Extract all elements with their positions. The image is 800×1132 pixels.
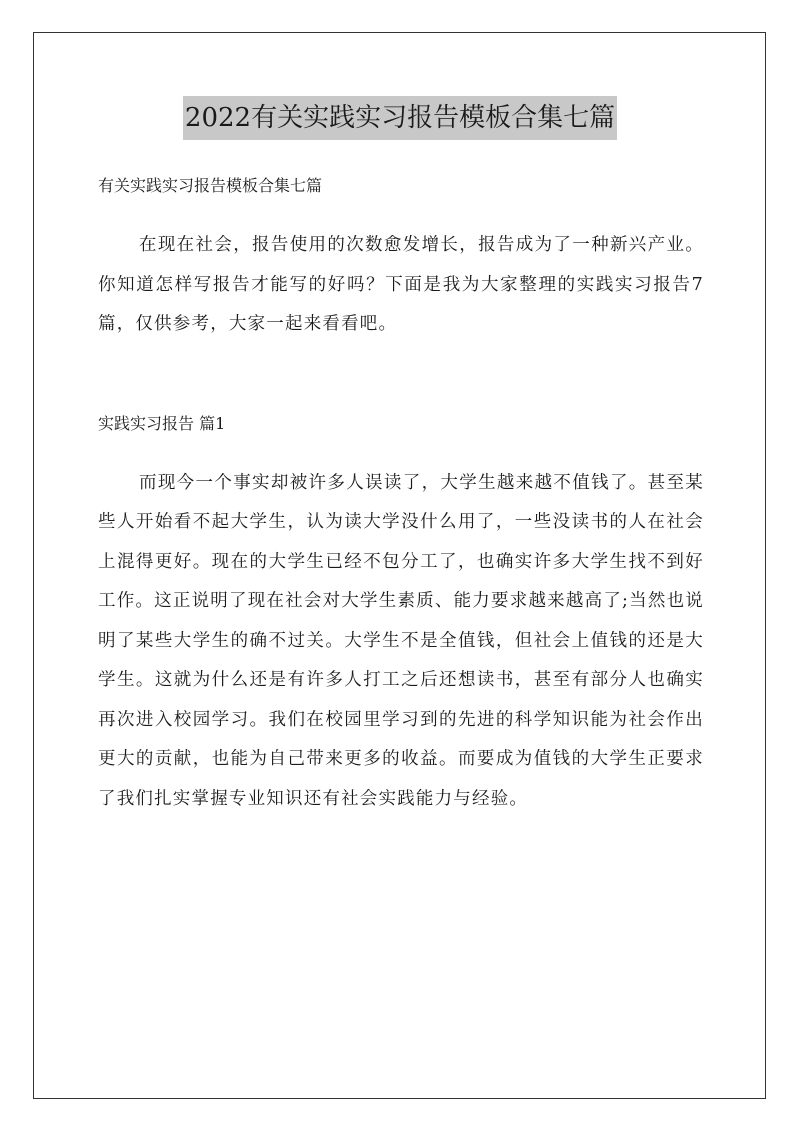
document-title-text: 2022有关实践实习报告模板合集七篇: [183, 96, 617, 140]
intro-paragraph: 在现在社会，报告使用的次数愈发增长，报告成为了一种新兴产业。你知道怎样写报告才能写的好吗？下面是我为大家整理的实践实习报告7篇，仅供参考，大家一起来看看吧。: [98, 235, 704, 334]
document-subtitle: 有关实践实习报告模板合集七篇: [98, 176, 323, 195]
document-body: [98, 168, 704, 819]
section-heading: 实践实习报告 篇1: [98, 413, 226, 433]
section-paragraph: 而现今一个事实却被许多人误读了，大学生越来越不值钱了。甚至某些人开始看不起大学生，认为读大学没什么用了，一些没读书的人在社会上混得更好。现在的大学生已经不包分工了，也确实许多大学生找不到好工作。这正说明了现在社会对大学生素质、能力要求越来越高了;当然也说明了某些大学生的确不过关。大学生不是全值钱，但社会上值钱的还是大学生。这就为什么还是有许多人打工之后还想读书，甚至有部分人也确实再次进入校园学习。我们在校园里学习到的先进的科学知识能为社会作出更大的贡献，也能为自己带来更多的收益。而要成为值钱的大学生正要求了我们扎实掌握专业知识还有社会实践能力与经验。: [98, 472, 704, 809]
document-title: [0, 96, 800, 140]
